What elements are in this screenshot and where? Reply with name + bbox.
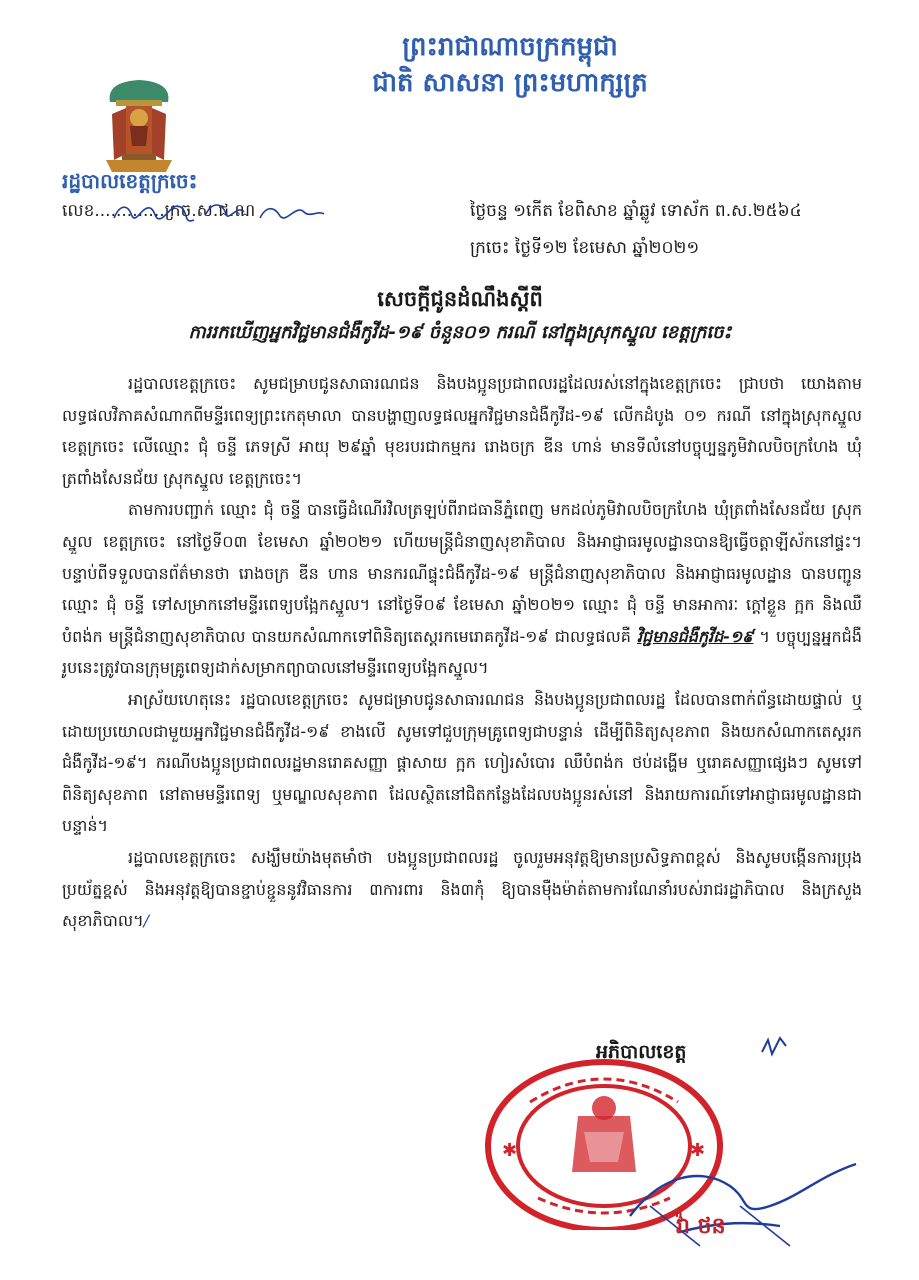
- coat-of-arms-emblem: [96, 74, 182, 178]
- body-paragraph: អាស្រ័យហេតុនេះ រដ្ឋបាលខេត្តក្រចេះ សូមជម្រាបជូនសាធារណជន និងបងប្អូនប្រជាពលរដ្ឋ ដែលបានពាក់ព័ន្ធដោយផ្ទាល់ ឬដោយប្រយោលជាមួយអ្នកវិជ្ជមានជំងឺកូវីដ-១៩ ខាងលើ សូមទៅជួបក្រុមគ្រូពេទ្យជាបន្ទាន់ ដើម្បីពិនិត្យសុខភាព និងយកសំណាកតេស្តរកជំងឺកូវីដ-១៩។ ករណីបងប្អូនប្រជាពលរដ្ឋមានរោគសញ្ញា ផ្តាសាយ ក្អក ហៀរសំបោរ ឈឺបំពង់ក ថប់ដង្ហើម ឬរោគសញ្ញាផ្សេងៗ សូមទៅពិនិត្យសុខភាព នៅតាមមន្ទីរពេទ្យ ឬមណ្ឌលសុខភាព ដែលស្ថិតនៅជិតកន្លែងដែលបងប្អូនរស់នៅ និងរាយការណ៍ទៅអាជ្ញាធរមូលដ្ឋានជាបន្ទាន់។: [62, 689, 862, 836]
- handwritten-signature: [620, 1146, 870, 1266]
- body-text: ។ បច្ចុប្បន្នអ្នកជំងឺរូបនេះត្រូវបានក្រុមគ្រូពេទ្យដាក់សម្រាកព្យាបាលនៅមន្ទីរពេទ្យបង្អែកស្នួល។: [62, 626, 862, 678]
- svg-text:✱: ✱: [502, 1140, 518, 1161]
- body-paragraph: [62, 842, 862, 937]
- body-paragraph: រដ្ឋបាលខេត្តក្រចេះ សូមជម្រាបជូនសាធារណជន និងបងប្អូនប្រជាពលរដ្ឋដែលរស់នៅក្នុងខេត្តក្រចេះ ជ្រាបថា យោងតាមលទ្ធផលវិភាគសំណាកពីមន្ទីរពេទ្យព្រះកេតុមាលា បានបង្ហាញលទ្ធផលអ្នកវិជ្ជមានជំងឺកូវីដ-១៩ លើកដំបូង ០១ ករណី នៅក្នុងស្រុកស្នួល ខេត្តក្រចេះ លើឈ្មោះ ជុំ ចន្ទី ភេទស្រី អាយុ ២៩ឆ្នាំ មុខរបរជាកម្មករ រោងចក្រ ឌីន ហាន់ មានទីលំនៅបច្ចុប្បន្នភូមិវាលបិចក្រហែង ឃុំត្រពាំងសែនជ័យ ស្រុកស្នួល ខេត្តក្រចេះ។: [62, 374, 863, 488]
- lunar-date: ថ្ងៃចន្ទ ១កើត ខែពិសាខ ឆ្នាំឆ្លូវ ទោស័ក ព.ស.២៥៦៤: [470, 201, 802, 221]
- notice-body: [62, 368, 862, 937]
- reference-label: លេខ: [62, 201, 95, 221]
- handwritten-reference-number: [110, 194, 350, 228]
- notice-subtitle: ការរកឃើញអ្នកវិជ្ជមានជំងឺកូវីដ-១៩ ចំនួន០១ ករណី នៅក្នុងស្រុកស្នួល ខេត្តក្រចេះ: [188, 322, 732, 343]
- national-motto: ជាតិ សាសនា ព្រះមហាក្សត្រ: [372, 68, 648, 98]
- initial-mark: [758, 1032, 790, 1062]
- kingdom-heading: ព្រះរាជាណាចក្រកម្ពុជា: [402, 32, 618, 62]
- governor-name: វ៉ា ថន: [676, 1214, 726, 1239]
- governor-title: អភិបាលខេត្ត: [596, 1041, 687, 1063]
- body-text: រដ្ឋបាលខេត្តក្រចេះ សង្ឃឹមយ៉ាងមុតមាំថា បងប្អូនប្រជាពលរដ្ឋ ចូលរួមអនុវត្តឱ្យមានប្រសិទ្ធភាពខ្ពស់ និងសូមបង្កើនការប្រុងប្រយ័ត្នខ្ពស់ និងអនុវត្តឱ្យបានខ្ជាប់ខ្ជួននូវវិធានការ ៣ការពារ និង៣កុំ ឱ្យបានម៉ឺងម៉ាត់តាមការណែនាំរបស់រាជរដ្ឋាភិបាល និងក្រសួងសុខាភិបាល។: [62, 847, 862, 931]
- body-paragraph: [62, 494, 862, 684]
- body-text: តាមការបញ្ជាក់ ឈ្មោះ ជុំ ចន្ទី បានធ្វើដំណើរវិលត្រឡប់ពីរាជធានីភ្នំពេញ មកដល់ភូមិវាលបិចក្រហែង ឃុំត្រពាំងសែនជ័យ ស្រុកស្នួល ខេត្តក្រចេះ នៅថ្ងៃទី០៣ ខែមេសា ឆ្នាំ២០២១ ហើយមន្ត្រីជំនាញសុខាភិបាល និងអាជ្ញាធរមូលដ្ឋានបានឱ្យធ្វើចត្តាឡីស័កនៅផ្ទះ។ បន្ទាប់ពីទទួលបានព័ត៌មានថា រោងចក្រ ឌីន ហាន មានករណីផ្ទុះជំងឺកូវីដ-១៩ មន្ត្រីជំនាញសុខាភិបាល និងអាជ្ញាធរមូលដ្ឋាន បានបញ្ជូនឈ្មោះ ជុំ ចន្ទី ទៅសម្រាកនៅមន្ទីរពេទ្យបង្អែកស្នួល។ នៅថ្ងៃទី០៩ ខែមេសា ឆ្នាំ២០២១ ឈ្មោះ ជុំ ចន្ទី មានអាការៈ ក្តៅខ្លួន ក្អក និងឈឺបំពង់ក មន្ត្រីជំនាញសុខាភិបាល បានយកសំណាកទៅពិនិត្យតេស្តរកមេរោគកូវីដ-១៩ ជាលទ្ធផលគឺ: [62, 500, 862, 646]
- issuing-administration: រដ្ឋបាលខេត្តក្រចេះ: [62, 169, 198, 193]
- end-mark: /: [143, 911, 150, 931]
- notice-title: សេចក្តីជូនដំណឹងស្តីពី: [377, 287, 543, 311]
- test-result-highlight: វិជ្ជមានជំងឺកូវីដ-១៩: [636, 626, 754, 646]
- svg-text:✱: ✱: [690, 1140, 706, 1161]
- reference-number: .............ក្រច.ស.ជ.ណ: [94, 201, 256, 221]
- solar-date: ក្រចេះ ថ្ងៃទី១២ ខែមេសា ឆ្នាំ២០២១: [470, 238, 700, 258]
